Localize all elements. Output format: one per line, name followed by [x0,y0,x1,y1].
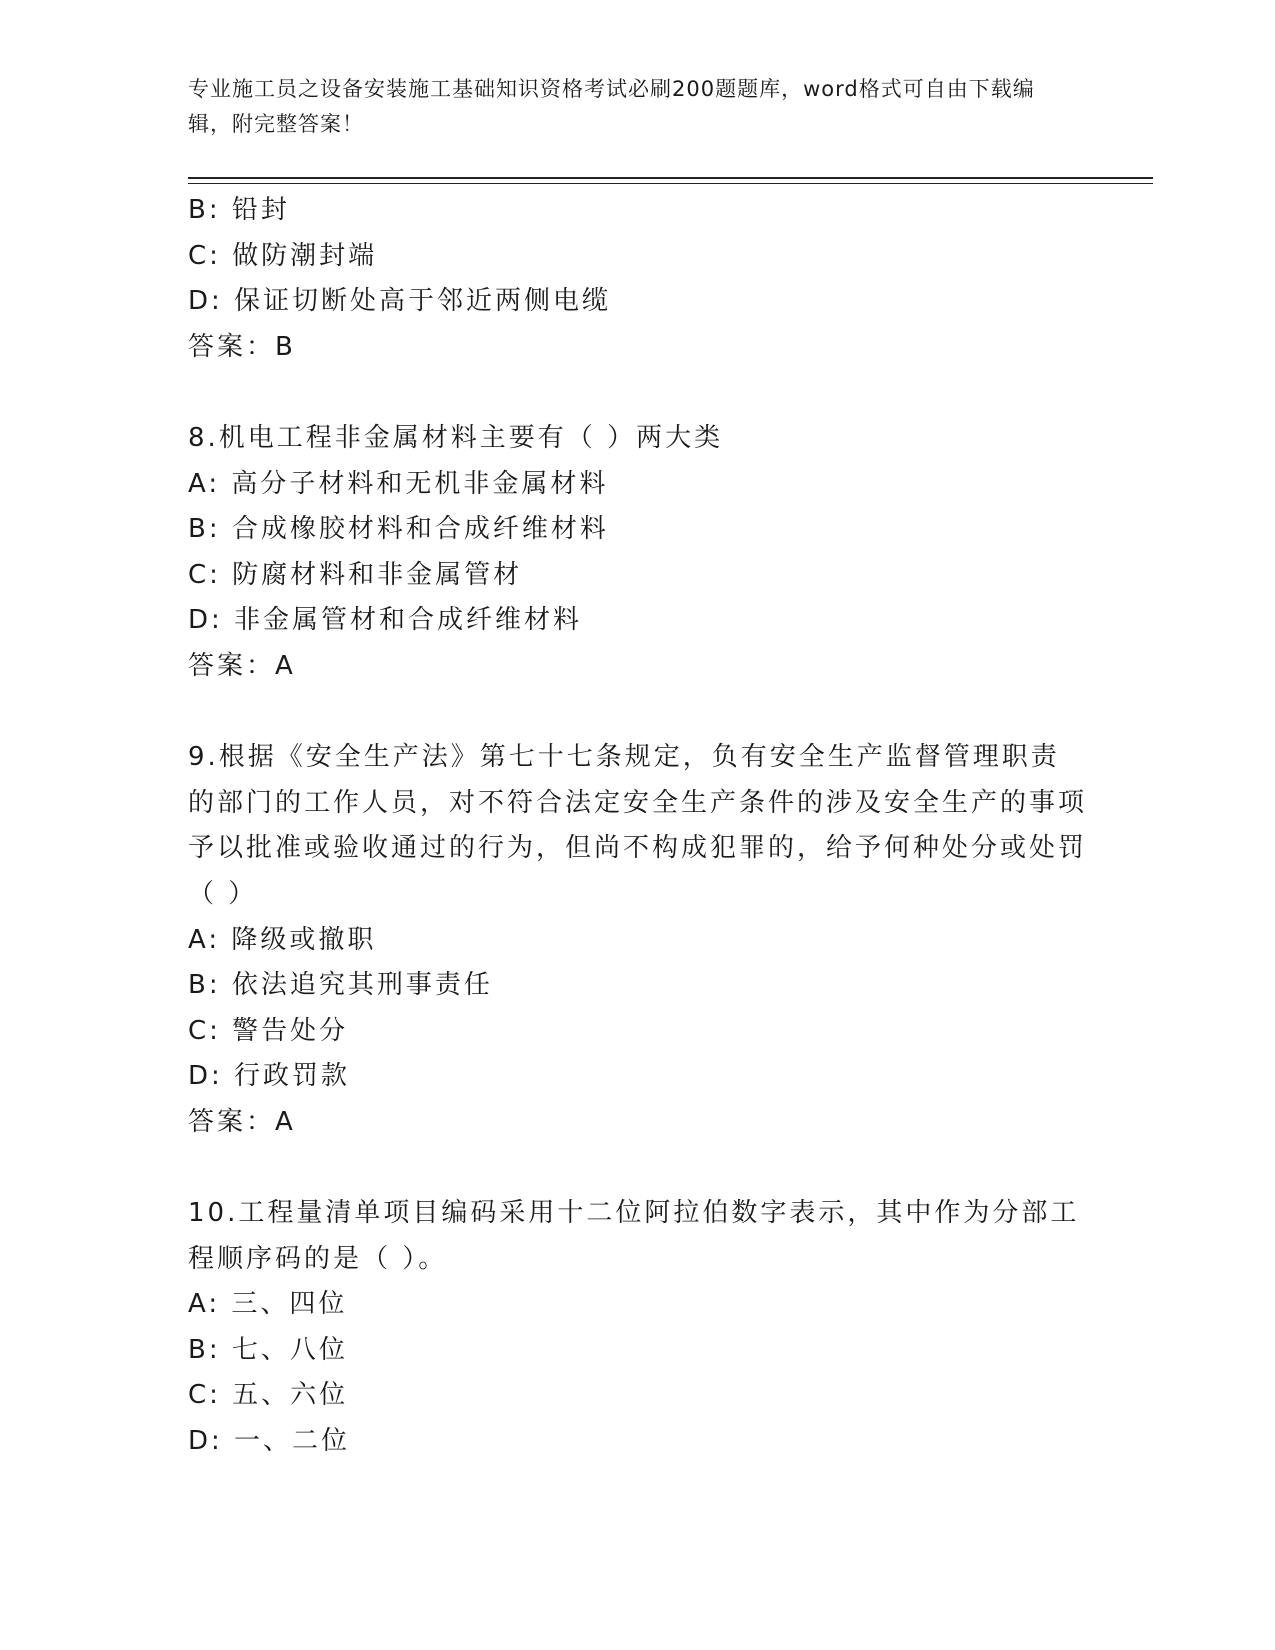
option-b: B: 依法追究其刑事责任 [188,970,493,1001]
question-text: 9.根据《安全生产法》第七十七条规定，负有安全生产监督管理职责的部门的工作人员，对不符合法定安全生产条件的涉及安全生产的事项予以批准或验收通过的行为，但尚不构成犯罪的，给予何种处分或处罚（ ） [188,742,1088,909]
document-header: 专业施工员之设备安装施工基础知识资格考试必刷200题题库，word格式可自由下载编辑，附完整答案！ [188,77,1035,136]
option-a: A: 降级或撤职 [188,924,377,955]
header-divider-thick [188,177,1153,179]
option-c: C: 做防潮封端 [188,240,378,271]
option-b: B: 合成橡胶材料和合成纤维材料 [188,514,609,545]
spacer [188,690,1088,736]
question-text: 10.工程量清单项目编码采用十二位阿拉伯数字表示，其中作为分部工程顺序码的是（ ）。 [188,1198,1080,1274]
question-8 [188,416,1088,690]
answer-line: 答案：A [188,1106,296,1137]
spacer [188,1145,1088,1191]
question-text: 8.机电工程非金属材料主要有（ ）两大类 [188,422,724,453]
answer-line: 答案：A [188,650,296,681]
option-c: C: 五、六位 [188,1380,349,1411]
option-a: A: 高分子材料和无机非金属材料 [188,468,609,499]
option-c: C: 防腐材料和非金属管材 [188,559,523,590]
option-d: D: 保证切断处高于邻近两侧电缆 [188,286,612,317]
option-c: C: 警告处分 [188,1015,349,1046]
question-9 [188,735,1088,1145]
answer-line: 答案：B [188,331,296,362]
option-a: A: 三、四位 [188,1289,348,1320]
question-content [188,188,1088,1465]
header-divider-thin [188,183,1153,184]
option-b: B: 七、八位 [188,1334,348,1365]
spacer [188,370,1088,416]
question-10 [188,1191,1088,1465]
option-b: B: 铅封 [188,195,290,225]
option-d: D: 非金属管材和合成纤维材料 [188,605,583,636]
prev-question-tail [188,188,1088,370]
option-d: D: 行政罚款 [188,1061,351,1092]
option-d: D: 一、二位 [188,1426,351,1457]
